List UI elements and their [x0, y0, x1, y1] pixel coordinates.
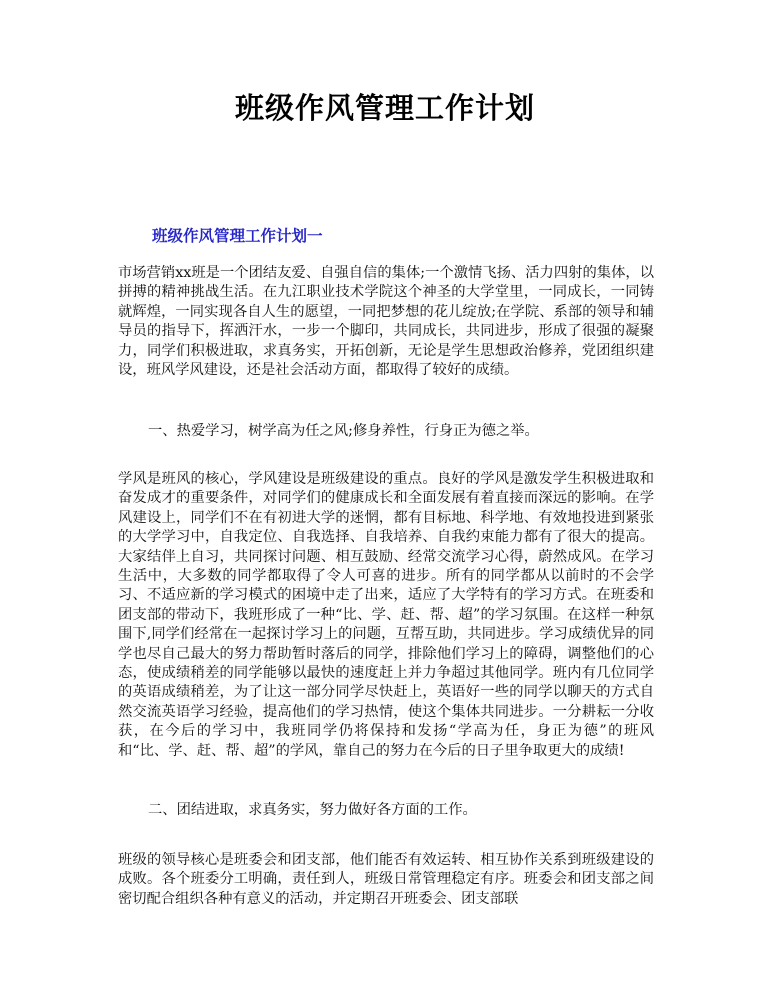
paragraph-intro: 市场营销xx班是一个团结友爱、自强自信的集体;一个激情飞扬、活力四射的集体，以拼搏的精神挑战生活。在九江职业技术学院这个神圣的大学堂里，一同成长，一同铸就辉煌，一同实现各自人生的愿望，一同把梦想的花儿绽放;在学院、系部的领导和辅导员的指导下，挥洒汗水，一步一个脚印，共同成长，共同进步，形成了很强的凝聚力，同学们积极进取，求真务实，开拓创新，无论是学生思想政治修养，党团组织建设，班风学风建设，还是社会活动方面，都取得了较好的成绩。: [118, 265, 654, 379]
paragraph-class-committee: 班级的领导核心是班委会和团支部，他们能否有效运转、相互协作关系到班级建设的成败。各个班委分工明确，责任到人，班级日常管理稳定有序。班委会和团支部之间密切配合组织各种有意义的活动，并定期召开班委会、团支部联: [118, 852, 654, 907]
subheading-study: 一、热爱学习，树学高为任之风;修身养性，行身正为德之举。: [148, 423, 539, 439]
subheading-unity: 二、团结进取，求真务实，努力做好各方面的工作。: [148, 802, 477, 818]
section-heading: 班级作风管理工作计划一: [152, 226, 323, 245]
page-title: 班级作风管理工作计划: [234, 91, 535, 125]
paragraph-study-style: 学风是班风的核心，学风建设是班级建设的重点。良好的学风是激发学生积极进取和奋发成才的重要条件，对同学们的健康成长和全面发展有着直接而深远的影响。在学风建设上，同学们不在有初进大学的迷惘，都有目标地、科学地、有效地投进到紧张的大学学习中，自我定位、自我选择、自我培养、自我约束能力都有了很大的提高。大家结伴上自习，共同探讨问题、相互鼓励、经常交流学习心得，蔚然成风。在学习生活中，大多数的同学都取得了令人可喜的进步。所有的同学都从以前时的不会学习、不适应新的学习模式的困境中走了出来，适应了大学特有的学习方式。在班委和团支部的带动下，我班形成了一种“比、学、赶、帮、超”的学习氛围。在这样一种氛围下,同学们经常在一起探讨学习上的问题，互帮互助，共同进步。学习成绩优异的同学也尽自己最大的努力帮助暂时落后的同学，排除他们学习上的障碍，调整他们的心态，使成绩稍差的同学能够以最快的速度赶上并力争超过其他同学。班内有几位同学的英语成绩稍差，为了让这一部分同学尽快赶上，英语好一些的同学以聊天的方式自然交流英语学习经验，提高他们的学习热情，使这个集体共同进步。一分耕耘一分收获，在今后的学习中，我班同学仍将保持和发扬“学高为任，身正为德”的班风和“比、学、赶、帮、超”的学风，靠自己的努力在今后的日子里争取更大的成绩!: [118, 471, 654, 759]
